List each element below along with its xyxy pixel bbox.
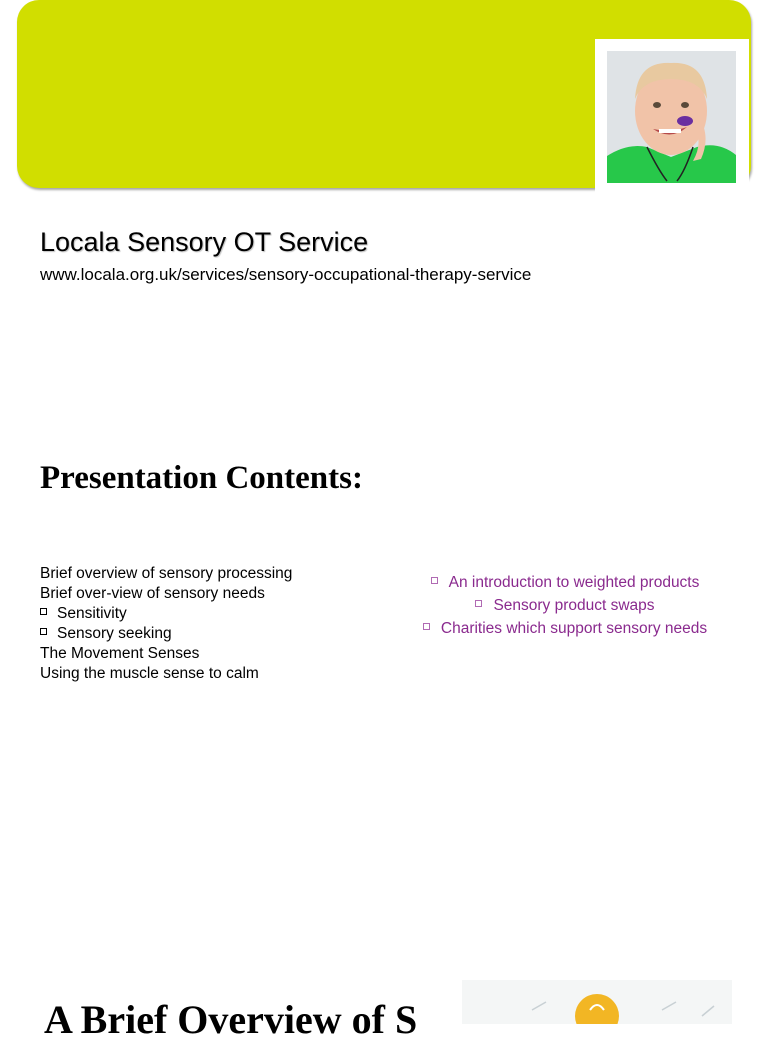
lightbulb-illustration-icon <box>462 980 732 1024</box>
photo-frame <box>595 39 749 193</box>
child-portrait-image <box>607 51 736 183</box>
service-url[interactable]: www.locala.org.uk/services/sensory-occupational-therapy-service <box>40 265 532 284</box>
list-item-label: Sensory seeking <box>57 625 172 642</box>
list-item-label: Charities which support sensory needs <box>440 620 708 637</box>
next-slide-illustration <box>462 980 732 1024</box>
list-item: The Movement Senses <box>40 645 200 662</box>
next-slide-heading: A Brief Overview of S <box>44 997 418 1042</box>
square-bullet-icon <box>475 600 482 607</box>
child-photo <box>607 51 736 183</box>
list-item <box>400 594 730 617</box>
list-item <box>400 617 730 640</box>
square-bullet-icon <box>40 608 47 615</box>
list-item: Using the muscle sense to calm <box>40 665 259 682</box>
square-bullet-icon <box>423 623 430 630</box>
list-item: Brief overview of sensory processing <box>40 565 293 582</box>
contents-right-list <box>400 571 730 640</box>
square-bullet-icon <box>40 628 47 635</box>
list-item: Brief over-view of sensory needs <box>40 585 265 602</box>
service-title: Locala Sensory OT Service <box>40 227 369 257</box>
square-bullet-icon <box>431 577 438 584</box>
list-item-label: Sensitivity <box>57 605 127 622</box>
list-item <box>40 604 292 624</box>
list-item-label: Sensory product swaps <box>493 597 655 614</box>
contents-left-list <box>40 564 292 684</box>
list-item <box>40 624 292 644</box>
list-item-label: An introduction to weighted products <box>448 574 700 591</box>
list-item <box>400 571 730 594</box>
contents-heading: Presentation Contents: <box>40 460 363 496</box>
